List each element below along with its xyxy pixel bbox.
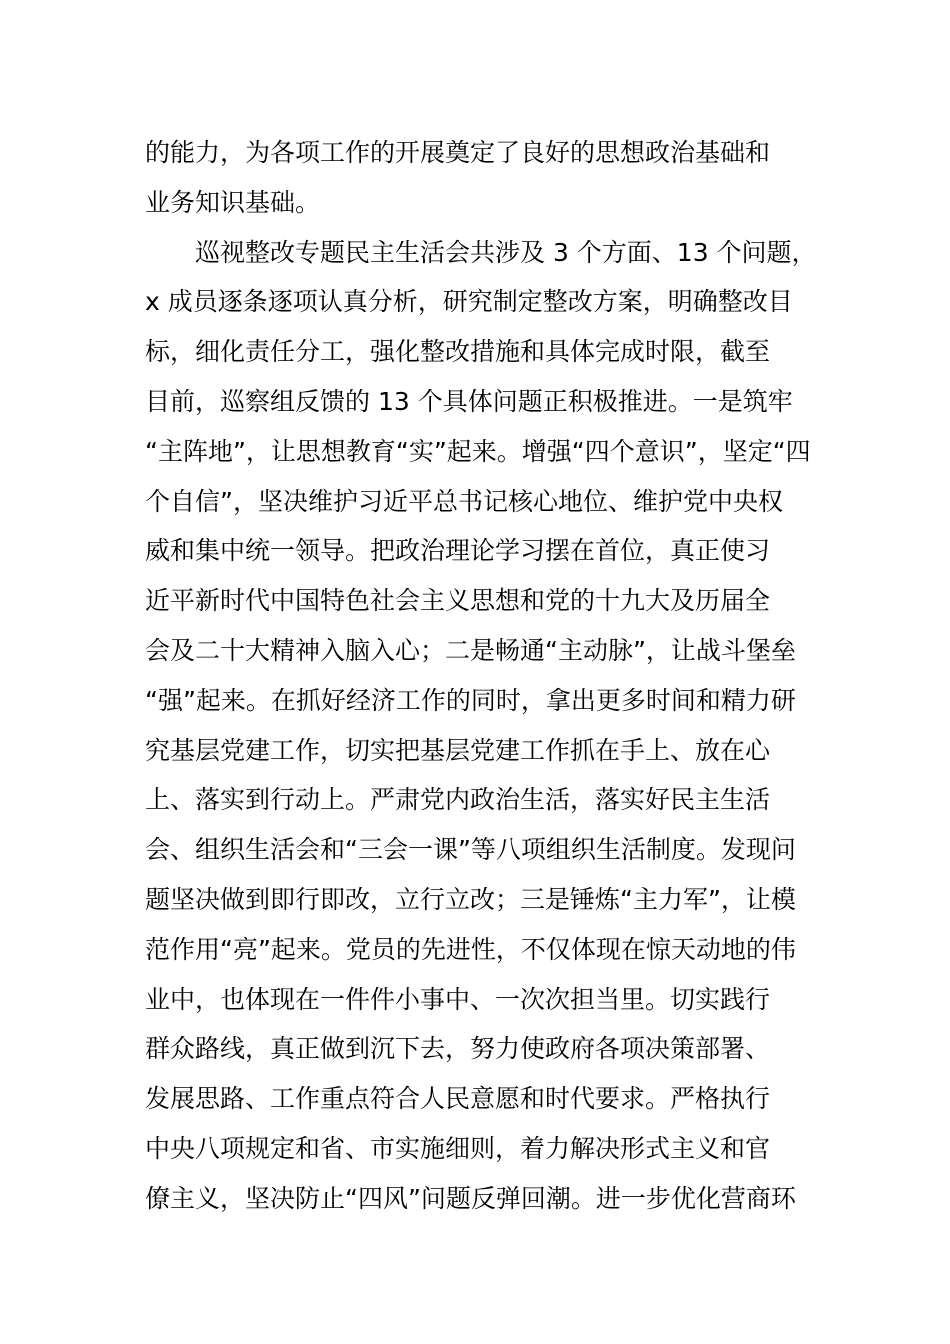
text-line: 标，细化责任分工，强化整改措施和具体完成时限，截至 — [145, 337, 771, 367]
text-line: 个自信”，坚决维护习近平总书记核心地位、维护党中央权 — [145, 486, 783, 516]
text-line: 群众路线，真正做到沉下去，努力使政府各项决策部署、 — [145, 1034, 771, 1064]
text-line: “主阵地”，让思想教育“实”起来。增强“四个意识”，坚定“四 — [145, 436, 811, 466]
text-line: 会及二十大精神入脑入心；二是畅通“主动脉”，让战斗堡垒 — [145, 635, 796, 665]
text-line: 僚主义，坚决防止“四风”问题反弹回潮。进一步优化营商环 — [145, 1183, 796, 1213]
text-line-paragraph-start: 巡视整改专题民主生活会共涉及 3 个方面、13 个问题， — [195, 237, 817, 267]
text-line: “强”起来。在抓好经济工作的同时，拿出更多时间和精力研 — [145, 685, 796, 715]
text-line: 的能力，为各项工作的开展奠定了良好的思想政治基础和 — [145, 138, 771, 167]
text-line: 业中，也体现在一件件小事中、一次次担当里。切实践行 — [145, 984, 771, 1014]
text-line: 中央八项规定和省、市实施细则，着力解决形式主义和官 — [145, 1133, 771, 1163]
text-line: 究基层党建工作，切实把基层党建工作抓在手上、放在心 — [145, 735, 771, 765]
text-line: 发展思路、工作重点符合人民意愿和时代要求。严格执行 — [145, 1084, 771, 1114]
text-line: 目前，巡察组反馈的 13 个具体问题正积极推进。一是筑牢 — [145, 386, 793, 416]
text-line: 上、落实到行动上。严肃党内政治生活，落实好民主生活 — [145, 785, 771, 815]
text-line: 会、组织生活会和“三会一课”等八项组织生活制度。发现问 — [145, 835, 796, 865]
text-line: 威和集中统一领导。把政治理论学习摆在首位，真正使习 — [145, 536, 771, 566]
body-text — [145, 128, 825, 1224]
text-line: 范作用“亮”起来。党员的先进性，不仅体现在惊天动地的伟 — [145, 934, 796, 964]
text-line: 题坚决做到即行即改，立行立改；三是锤炼“主力军”，让模 — [145, 884, 796, 914]
text-line: 近平新时代中国特色社会主义思想和党的十九大及历届全 — [145, 586, 771, 616]
text-line: 业务知识基础。 — [145, 187, 321, 217]
text-line: x 成员逐条逐项认真分析，研究制定整改方案，明确整改目 — [145, 287, 793, 317]
